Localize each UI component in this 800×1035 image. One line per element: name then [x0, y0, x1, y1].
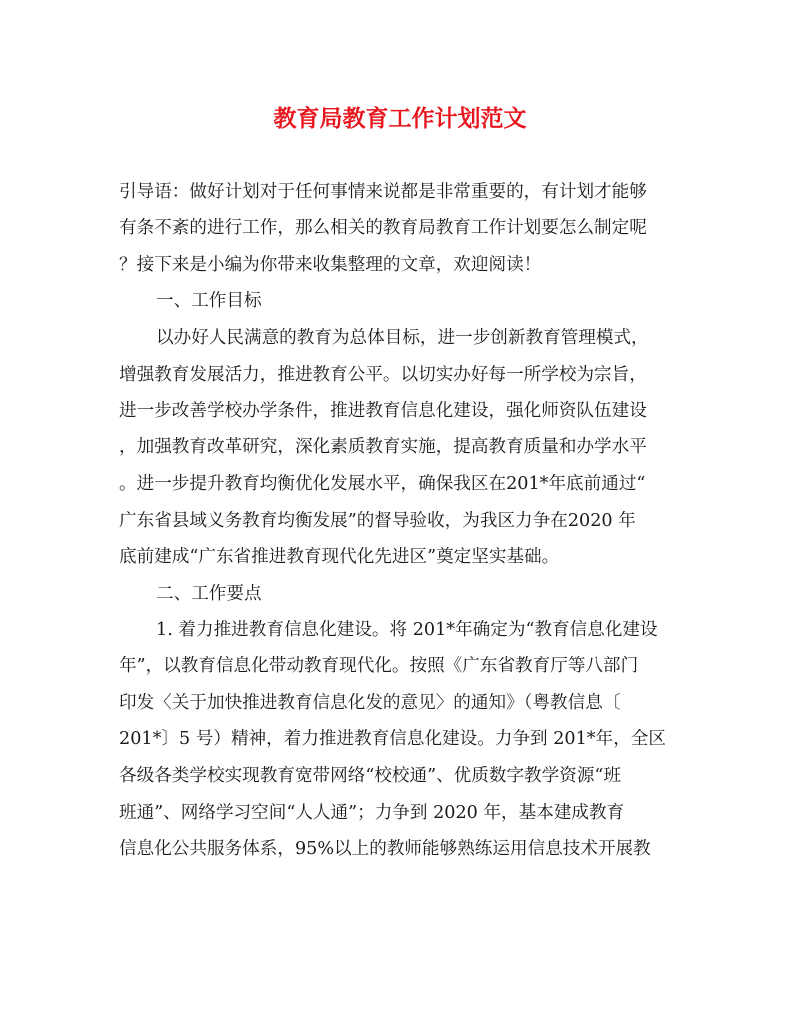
intro-line-3: ？接下来是小编为你带来收集整理的文章，欢迎阅读！ — [119, 255, 542, 275]
goals-line-1: 以办好人民满意的教育为总体目标，进一步创新教育管理模式， — [156, 328, 649, 348]
goals-line-2: 增强教育发展活力，推进教育公平。以切实办好每一所学校为宗旨， — [119, 365, 647, 385]
intro-line-2: 有条不紊的进行工作，那么相关的教育局教育工作计划要怎么制定呢 — [119, 218, 647, 238]
section-heading-goals: 一、工作目标 — [156, 291, 262, 311]
document-title: 教育局教育工作计划范文 — [273, 105, 527, 132]
goals-line-7: 底前建成“广东省推进教育现代化先进区”奠定坚实基础。 — [119, 547, 560, 567]
keypoints-line-6: 班通”、网络学习空间“人人通”；力争到 2020 年，基本建成教育 — [119, 803, 625, 823]
goals-line-4: ，加强教育改革研究，深化素质教育实施，提高教育质量和办学水平 — [119, 437, 647, 457]
keypoints-line-1: 1. 着力推进教育信息化建设。将 201*年确定为“教育信息化建设 — [156, 620, 658, 640]
goals-line-3: 进一步改善学校办学条件，推进教育信息化建设，强化师资队伍建设 — [119, 401, 647, 421]
goals-line-5: 。进一步提升教育均衡优化发展水平，确保我区在201*年底前通过“ — [119, 474, 646, 494]
keypoints-line-3: 印发〈关于加快推进教育信息化发的意见〉的通知》（粤教信息〔 — [119, 693, 621, 713]
keypoints-line-7: 信息化公共服务体系，95%以上的教师能够熟练运用信息技术开展教 — [119, 839, 651, 859]
section-heading-keypoints: 二、工作要点 — [156, 584, 262, 604]
goals-line-6: 广东省县域义务教育均衡发展”的督导验收，为我区力争在2020 年 — [119, 511, 636, 531]
keypoints-line-2: 年”，以教育信息化带动教育现代化。按照《广东省教育厅等八部门 — [119, 656, 639, 676]
intro-line-1: 引导语：做好计划对于任何事情来说都是非常重要的，有计划才能够 — [119, 182, 647, 202]
keypoints-line-4: 201*〕5 号）精神，着力推进教育信息化建设。力争到 201*年，全区 — [119, 729, 666, 749]
keypoints-line-5: 各级各类学校实现教育宽带网络“校校通”、优质数字教学资源“班 — [119, 766, 622, 786]
